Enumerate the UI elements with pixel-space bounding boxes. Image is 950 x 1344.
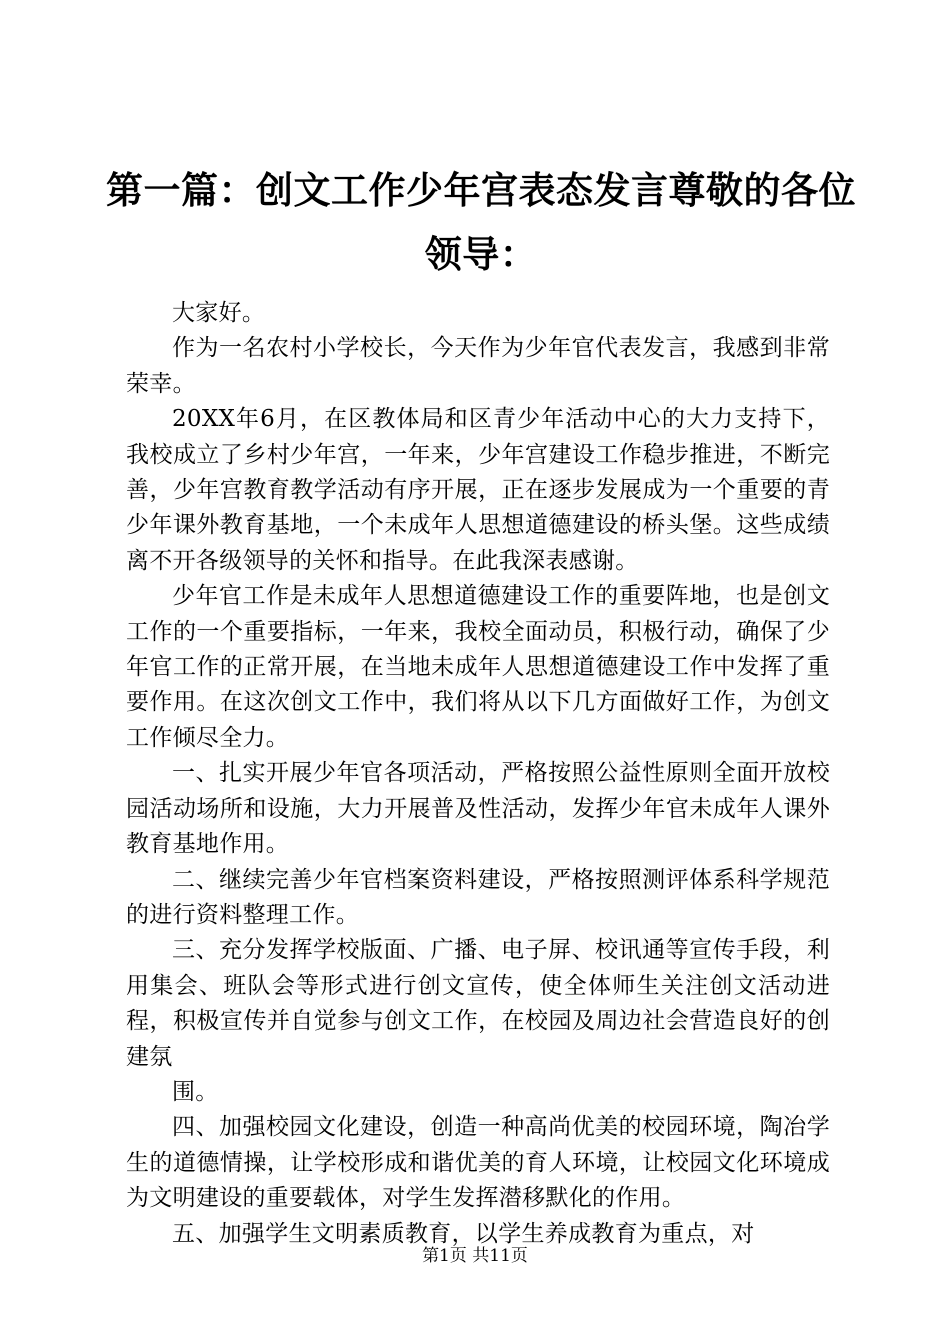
- paragraph-background: 20XX年6月，在区教体局和区青少年活动中心的大力支持下，我校成立了乡村少年宫，一年来，少年宫建设工作稳步推进，不断完善，少年宫教育教学活动有序开展，正在逐步发展成为一个重要的青少年课外教育基地，一个未成年人思想道德建设的桥头堡。这些成绩离不开各级领导的关怀和指导。在此我深表感谢。: [126, 406, 830, 574]
- paragraph-item-3-continued: 围。: [172, 1078, 219, 1105]
- paragraph-item-5: 五、加强学生文明素质教育，以学生养成教育为重点，对: [172, 1220, 755, 1247]
- paragraph-importance: 少年官工作是未成年人思想道德建设工作的重要阵地，也是创文工作的一个重要指标，一年来，我校全面动员，积极行动，确保了少年官工作的正常开展，在当地未成年人思想道德建设工作中发挥了重要作用。在这次创文工作中，我们将从以下几方面做好工作，为创文工作倾尽全力。: [126, 583, 830, 751]
- document-body: [126, 296, 830, 1252]
- page-number-footer: 第1页 共11页: [422, 1246, 528, 1266]
- paragraph-item-1: 一、扎实开展少年官各项活动，严格按照公益性原则全面开放校园活动场所和设施，大力开展普及性活动，发挥少年官未成年人课外教育基地作用。: [126, 760, 830, 858]
- document-title: 第一篇：创文工作少年宫表态发言尊敬的各位领导：: [106, 168, 856, 276]
- paragraph-intro: 作为一名农村小学校长，今天作为少年官代表发言，我感到非常荣幸。: [126, 335, 830, 397]
- paragraph-item-3: 三、充分发挥学校版面、广播、电子屏、校讯通等宣传手段，利用集会、班队会等形式进行创文宣传，使全体师生关注创文活动进程，积极宣传并自觉参与创文工作，在校园及周边社会营造良好的创建氛: [126, 937, 830, 1070]
- paragraph-item-4: 四、加强校园文化建设，创造一种高尚优美的校园环境，陶冶学生的道德情操，让学校形成和谐优美的育人环境，让校园文化环境成为文明建设的重要载体，对学生发挥潜移默化的作用。: [126, 1114, 830, 1212]
- paragraph-greeting: 大家好。: [172, 300, 266, 326]
- paragraph-item-2: 二、继续完善少年官档案资料建设，严格按照测评体系科学规范的进行资料整理工作。: [126, 866, 830, 928]
